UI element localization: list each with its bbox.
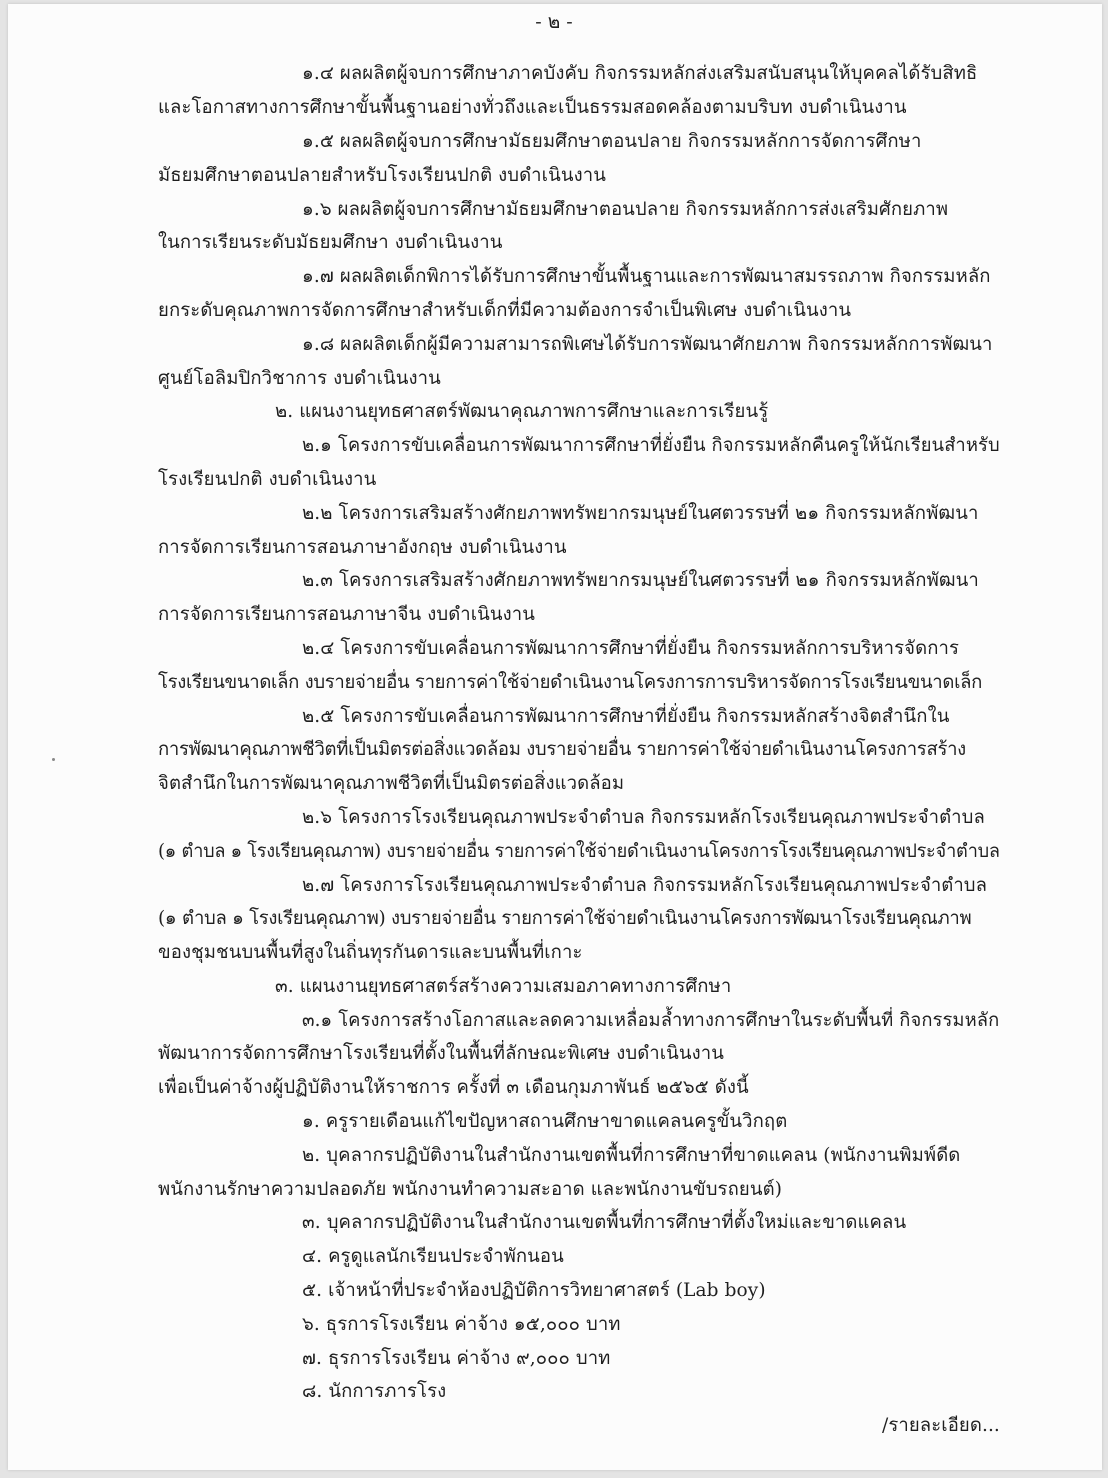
- text-line: เพื่อเป็นค่าจ้างผู้ปฏิบัติงานให้ราชการ ครั้งที่ ๓ เดือนกุมภาพันธ์ ๒๕๖๕ ดังนี้: [158, 1077, 749, 1098]
- text-line: ๓.๑ โครงการสร้างโอกาสและลดความเหลื่อมล้ำทางการศึกษาในระดับพื้นที่ กิจกรรมหลัก: [302, 1010, 1000, 1031]
- text-line: การจัดการเรียนการสอนภาษาอังกฤษ งบดำเนินงาน: [158, 537, 567, 558]
- text-line: ยกระดับคุณภาพการจัดการศึกษาสำหรับเด็กที่มีความต้องการจำเป็นพิเศษ งบดำเนินงาน: [158, 300, 852, 321]
- list-item: ๘. นักการภารโรง: [302, 1381, 447, 1402]
- list-item: ๗. ธุรการโรงเรียน ค่าจ้าง ๙,๐๐๐ บาท: [302, 1348, 611, 1369]
- text-line: ๒.๔ โครงการขับเคลื่อนการพัฒนาการศึกษาที่ยั่งยืน กิจกรรมหลักการบริหารจัดการ: [302, 638, 960, 659]
- text-line: ๒.๖ โครงการโรงเรียนคุณภาพประจำตำบล กิจกรรมหลักโรงเรียนคุณภาพประจำตำบล: [302, 807, 985, 828]
- text-line: ๒.๓ โครงการเสริมสร้างศักยภาพทรัพยากรมนุษย์ในศตวรรษที่ ๒๑ กิจกรรมหลักพัฒนา: [302, 570, 979, 591]
- continuation-note: /รายละเอียด...: [882, 1415, 1000, 1436]
- text-line: พนักงานรักษาความปลอดภัย พนักงานทำความสะอาด และพนักงานขับรถยนต์): [158, 1179, 783, 1200]
- list-item: ๕. เจ้าหน้าที่ประจำห้องปฏิบัติการวิทยาศาสตร์ (Lab boy): [302, 1280, 766, 1301]
- list-item: ๖. ธุรการโรงเรียน ค่าจ้าง ๑๕,๐๐๐ บาท: [302, 1314, 621, 1335]
- text-line: การพัฒนาคุณภาพชีวิตที่เป็นมิตรต่อสิ่งแวดล้อม งบรายจ่ายอื่น รายการค่าใช้จ่ายดำเนินงานโครงการสร้าง: [158, 739, 966, 760]
- text-line: ของชุมชนบนพื้นที่สูงในถิ่นทุรกันดารและบนพื้นที่เกาะ: [158, 942, 583, 963]
- scan-speck: [52, 758, 55, 761]
- list-item: ๑. ครูรายเดือนแก้ไขปัญหาสถานศึกษาขาดแคลนครูขั้นวิกฤต: [302, 1111, 788, 1132]
- text-line: ๑.๗ ผลผลิตเด็กพิการได้รับการศึกษาขั้นพื้นฐานและการพัฒนาสมรรถภาพ กิจกรรมหลัก: [302, 266, 991, 287]
- text-line: โรงเรียนปกติ งบดำเนินงาน: [158, 469, 377, 490]
- text-line: และโอกาสทางการศึกษาขั้นพื้นฐานอย่างทั่วถึงและเป็นธรรมสอดคล้องตามบริบท งบดำเนินงาน: [158, 97, 907, 118]
- text-line: การจัดการเรียนการสอนภาษาจีน งบดำเนินงาน: [158, 604, 536, 625]
- text-line: ๒.๗ โครงการโรงเรียนคุณภาพประจำตำบล กิจกรรมหลักโรงเรียนคุณภาพประจำตำบล: [302, 875, 988, 896]
- text-line: ๑.๖ ผลผลิตผู้จบการศึกษามัธยมศึกษาตอนปลาย กิจกรรมหลักการส่งเสริมศักยภาพ: [302, 199, 949, 220]
- section-heading: ๒. แผนงานยุทธศาสตร์พัฒนาคุณภาพการศึกษาและการเรียนรู้: [275, 401, 769, 422]
- text-line: (๑ ตำบล ๑ โรงเรียนคุณภาพ) งบรายจ่ายอื่น รายการค่าใช้จ่ายดำเนินงานโครงการพัฒนาโรงเรียนคุณภาพ: [158, 908, 972, 929]
- text-line: พัฒนาการจัดการศึกษาโรงเรียนที่ตั้งในพื้นที่ลักษณะพิเศษ งบดำเนินงาน: [158, 1043, 725, 1064]
- text-line: ศูนย์โอลิมปิกวิชาการ งบดำเนินงาน: [158, 368, 441, 389]
- text-line: โรงเรียนขนาดเล็ก งบรายจ่ายอื่น รายการค่าใช้จ่ายดำเนินงานโครงการการบริหารจัดการโรงเรียนขนาดเล็ก: [158, 672, 983, 693]
- text-line: (๑ ตำบล ๑ โรงเรียนคุณภาพ) งบรายจ่ายอื่น รายการค่าใช้จ่ายดำเนินงานโครงการโรงเรียนคุณภาพประจำตำบล: [158, 841, 1000, 862]
- section-heading: ๓. แผนงานยุทธศาสตร์สร้างความเสมอภาคทางการศึกษา: [275, 976, 732, 997]
- text-line: ๒.๑ โครงการขับเคลื่อนการพัฒนาการศึกษาที่ยั่งยืน กิจกรรมหลักคืนครูให้นักเรียนสำหรับ: [302, 435, 1000, 456]
- text-line: ๒.๒ โครงการเสริมสร้างศักยภาพทรัพยากรมนุษย์ในศตวรรษที่ ๒๑ กิจกรรมหลักพัฒนา: [302, 503, 979, 524]
- text-line: ในการเรียนระดับมัธยมศึกษา งบดำเนินงาน: [158, 232, 503, 253]
- text-line: จิตสำนึกในการพัฒนาคุณภาพชีวิตที่เป็นมิตรต่อสิ่งแวดล้อม: [158, 773, 625, 794]
- page-number: - ๒ -: [535, 11, 573, 33]
- text-line: ๑.๘ ผลผลิตเด็กผู้มีความสามารถพิเศษได้รับการพัฒนาศักยภาพ กิจกรรมหลักการพัฒนา: [302, 334, 993, 355]
- text-line: ๑.๕ ผลผลิตผู้จบการศึกษามัธยมศึกษาตอนปลาย กิจกรรมหลักการจัดการศึกษา: [302, 131, 922, 152]
- text-line: ๒.๕ โครงการขับเคลื่อนการพัฒนาการศึกษาที่ยั่งยืน กิจกรรมหลักสร้างจิตสำนึกใน: [302, 706, 950, 727]
- text-line: มัธยมศึกษาตอนปลายสำหรับโรงเรียนปกติ งบดำเนินงาน: [158, 165, 606, 186]
- list-item: ๓. บุคลากรปฏิบัติงานในสำนักงานเขตพื้นที่การศึกษาที่ตั้งใหม่และขาดแคลน: [302, 1212, 907, 1233]
- list-item: ๔. ครูดูแลนักเรียนประจำพักนอน: [302, 1246, 564, 1267]
- text-line: ๑.๔ ผลผลิตผู้จบการศึกษาภาคบังคับ กิจกรรมหลักส่งเสริมสนับสนุนให้บุคคลได้รับสิทธิ: [302, 63, 978, 84]
- list-item: ๒. บุคลากรปฏิบัติงานในสำนักงานเขตพื้นที่การศึกษาที่ขาดแคลน (พนักงานพิมพ์ดีด: [302, 1145, 961, 1166]
